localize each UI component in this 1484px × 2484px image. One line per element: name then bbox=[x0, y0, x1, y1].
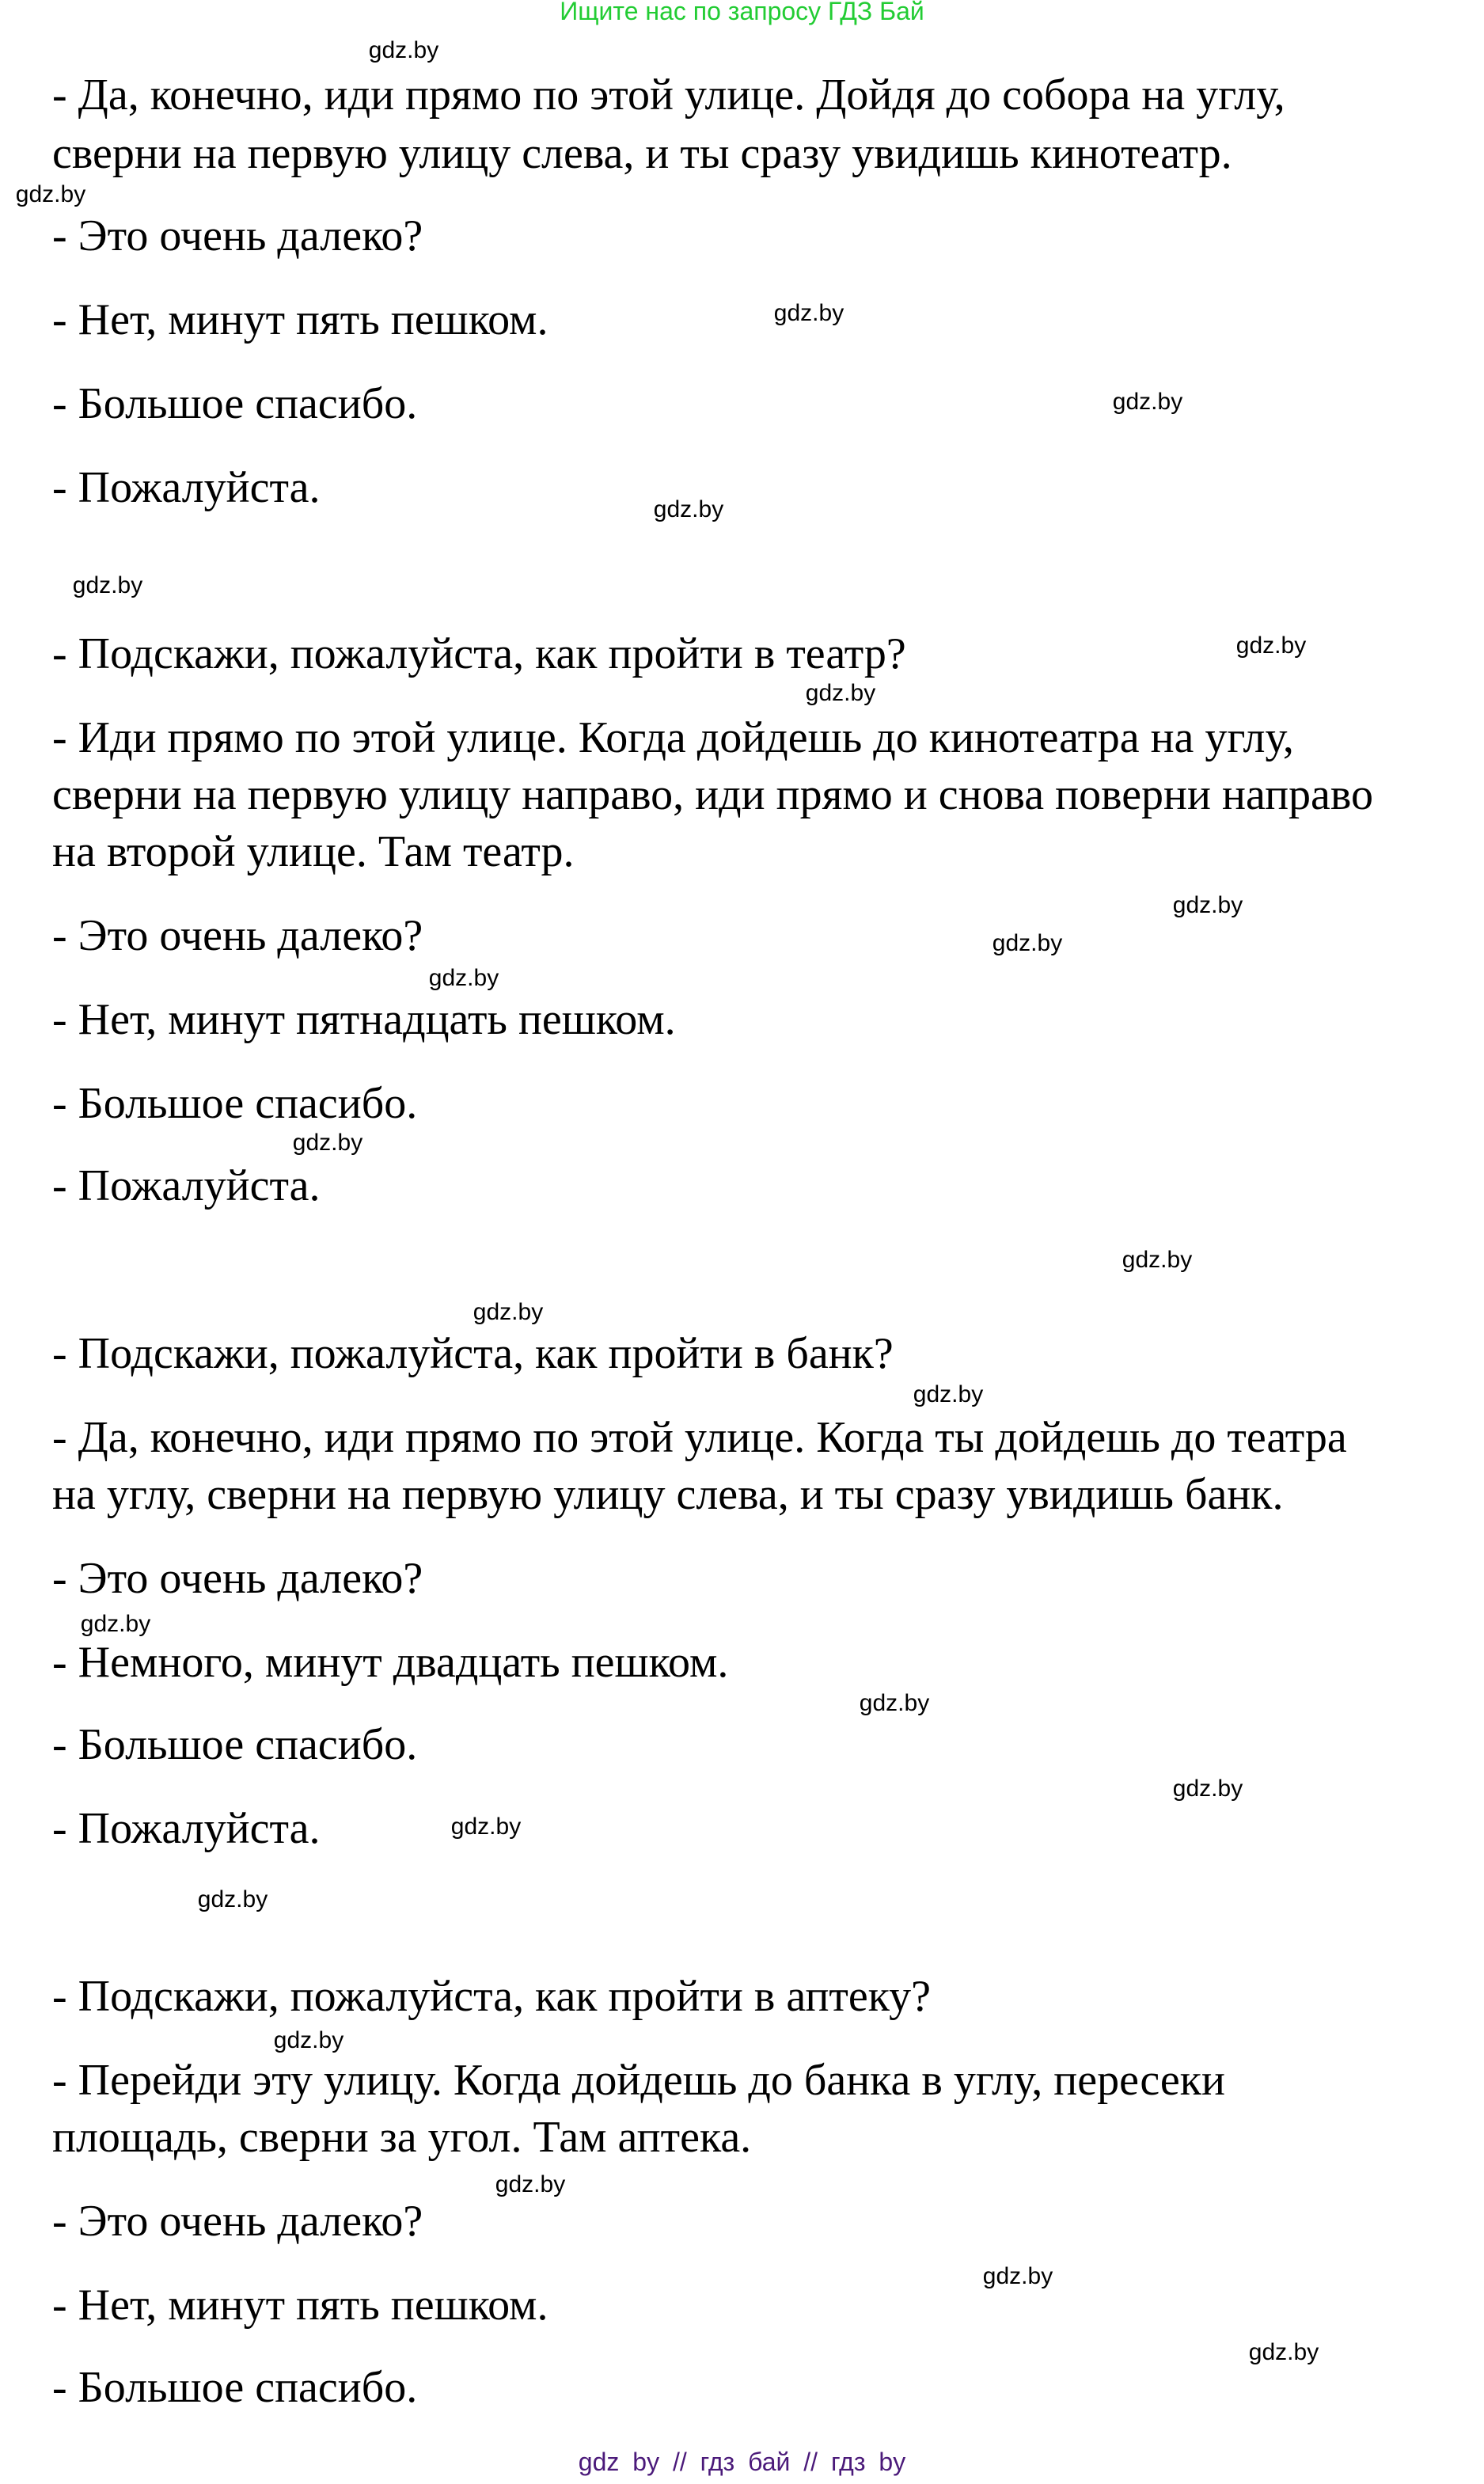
dialogue-line: - Пожалуйста. bbox=[52, 1804, 321, 1853]
dialogue-line: - Подскажи, пожалуйста, как пройти в театр? bbox=[52, 629, 906, 678]
dialogue-line: - Да, конечно, иди прямо по этой улице. Дойдя до собора на углу, bbox=[52, 70, 1285, 120]
watermark: gdz.by bbox=[495, 2171, 566, 2197]
watermark: gdz.by bbox=[80, 1611, 151, 1637]
watermark: gdz.by bbox=[473, 1299, 544, 1325]
watermark: gdz.by bbox=[653, 496, 724, 522]
dialogue-line: - Нет, минут пять пешком. bbox=[52, 2281, 548, 2330]
dialogue-line: - Немного, минут двадцать пешком. bbox=[52, 1638, 729, 1687]
watermark: gdz.by bbox=[368, 37, 439, 63]
watermark: gdz.by bbox=[428, 965, 499, 991]
watermark: gdz.by bbox=[992, 930, 1063, 956]
watermark: gdz.by bbox=[773, 300, 844, 326]
watermark: gdz.by bbox=[1122, 1247, 1193, 1273]
watermark: gdz.by bbox=[292, 1130, 363, 1156]
dialogue-line: на второй улице. Там театр. bbox=[52, 827, 575, 876]
dialogue-line: - Нет, минут пятнадцать пешком. bbox=[52, 995, 676, 1044]
dialogue-line: - Это очень далеко? bbox=[52, 1554, 423, 1603]
watermark: gdz.by bbox=[72, 572, 143, 598]
dialogue-line: - Да, конечно, иди прямо по этой улице. Когда ты дойдешь до театра bbox=[52, 1413, 1347, 1462]
dialogue-line: - Перейди эту улицу. Когда дойдешь до банка в углу, пересеки bbox=[52, 2056, 1225, 2105]
watermark: gdz.by bbox=[197, 1886, 268, 1912]
watermark: gdz.by bbox=[913, 1381, 984, 1407]
watermark: gdz.by bbox=[982, 2263, 1053, 2289]
watermark: gdz.by bbox=[273, 2027, 344, 2053]
watermark: gdz.by bbox=[1112, 389, 1183, 415]
dialogue-line: - Большое спасибо. bbox=[52, 1079, 418, 1128]
watermark: gdz.by bbox=[450, 1814, 522, 1840]
watermark: gdz.by bbox=[1235, 632, 1307, 659]
watermark: gdz.by bbox=[1248, 2339, 1319, 2365]
watermark: gdz.by bbox=[1172, 1776, 1243, 1802]
dialogue-line: сверни на первую улицу слева, и ты сразу увидишь кинотеатр. bbox=[52, 129, 1232, 178]
dialogue-line: площадь, сверни за угол. Там аптека. bbox=[52, 2113, 752, 2162]
dialogue-line: - Подскажи, пожалуйста, как пройти в банк? bbox=[52, 1329, 894, 1378]
header-banner: Ищите нас по запросу ГДЗ Бай bbox=[560, 0, 924, 25]
dialogue-line: - Пожалуйста. bbox=[52, 1161, 321, 1210]
watermark: gdz.by bbox=[859, 1690, 930, 1716]
dialogue-line: на углу, сверни на первую улицу слева, и ты сразу увидишь банк. bbox=[52, 1470, 1284, 1519]
dialogue-line: - Нет, минут пять пешком. bbox=[52, 295, 548, 344]
dialogue-line: - Пожалуйста. bbox=[52, 463, 321, 512]
dialogue-line: - Иди прямо по этой улице. Когда дойдешь до кинотеатра на углу, bbox=[52, 713, 1294, 762]
dialogue-line: - Большое спасибо. bbox=[52, 2363, 418, 2412]
dialogue-line: - Это очень далеко? bbox=[52, 211, 423, 260]
watermark: gdz.by bbox=[1172, 892, 1243, 918]
footer-banner: gdz by // гдз бай // гдз by bbox=[578, 2448, 906, 2476]
dialogue-line: сверни на первую улицу направо, иди прямо и снова поверни направо bbox=[52, 770, 1373, 819]
dialogue-line: - Подскажи, пожалуйста, как пройти в аптеку? bbox=[52, 1972, 932, 2021]
dialogue-line: - Это очень далеко? bbox=[52, 2197, 423, 2246]
dialogue-line: - Большое спасибо. bbox=[52, 379, 418, 428]
watermark: gdz.by bbox=[15, 181, 86, 207]
watermark: gdz.by bbox=[805, 680, 876, 706]
dialogue-line: - Большое спасибо. bbox=[52, 1720, 418, 1769]
dialogue-line: - Это очень далеко? bbox=[52, 911, 423, 960]
